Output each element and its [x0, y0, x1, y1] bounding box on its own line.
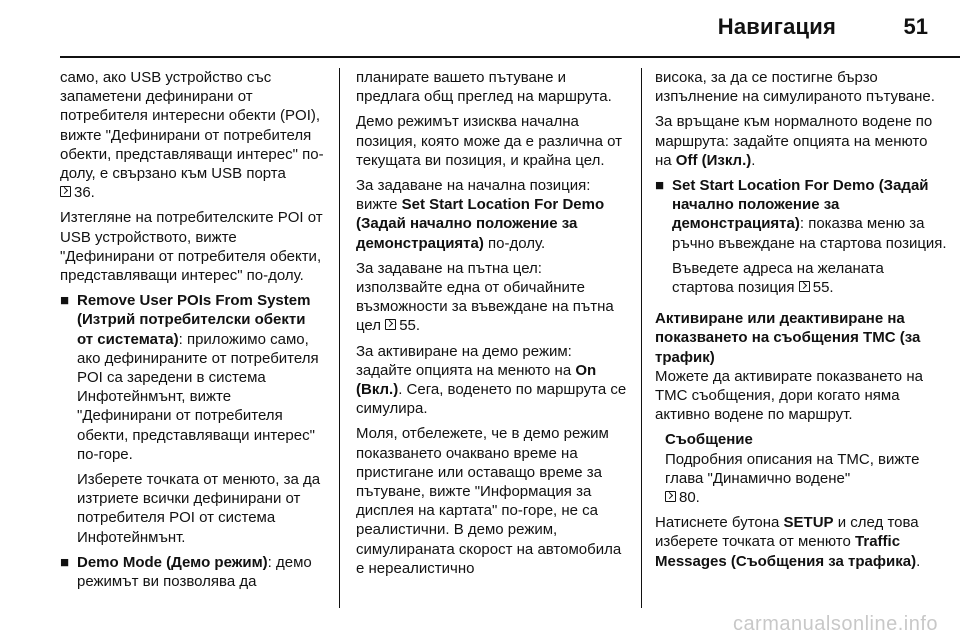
watermark: carmanualsonline.info [732, 613, 938, 635]
paragraph: Изберете точката от менюто, за да изтриете всички дефинирани от потребителя POI от система Инфотейнмънт. [77, 471, 321, 546]
column-2 [356, 68, 628, 584]
paragraph: За връщане към нормалното водене по маршрута: задайте опцията на менюто на Off (Изкл.). [655, 113, 933, 169]
menu-item-name: Set Start Location For Demo (Задай начално положение за демонстрацията) [672, 177, 929, 233]
page-header [0, 0, 960, 60]
menu-item-name: Traffic Messages (Съобщения за трафика) [655, 533, 917, 570]
paragraph: Изтегляне на потребителските POI от USB устройството, вижте "Дефинирани от потребителя обекти, представляващи интерес" по-долу. [60, 209, 323, 285]
paragraph: За задаване на начална позиция: вижте Set Start Location For Demo (Задай начално положение за демонстрацията) по-долу. [356, 177, 605, 252]
button-name: SETUP [783, 514, 834, 532]
paragraph: Натиснете бутона SETUP и след това изберете точката от менюто Traffic Messages (Съобщения за трафика). [655, 514, 921, 570]
paragraph: Моля, отбележете, че в демо режим показването очаквано време на пристигане или оставащо време за пътуване, вижте "Информация за дисплея на картата" по-горе, не са реалистични. В демо режим, симулираната скорост на автомобила е нереалистично [356, 425, 622, 577]
menu-item-name: Demo Mode (Демо режим) [77, 553, 268, 571]
menu-item-name: On (Вкл.) [356, 361, 597, 399]
note-block [655, 430, 947, 507]
page-reference-icon [665, 491, 676, 502]
menu-item-name: Remove User POIs From System (Изтрий потребителски обекти от системата) [77, 292, 311, 348]
paragraph: само, ако USB устройство със запаметени дефинирани от потребителя интересни обекти (POI), вижте "Дефинирани от потребителя обекти, представляващи интерес" по-долу, е свързано към USB порта 36. [60, 69, 324, 202]
page-reference-icon [60, 186, 71, 197]
paragraph: За задаване на пътна цел: използвайте една от обичайните възможности за въвеждане на пътна цел 55. [356, 259, 614, 335]
note-text: Подробния описания на TMC, вижте глава "Динамично водене" 80. [665, 450, 920, 507]
header-divider [60, 56, 960, 58]
page-reference[interactable]: 55. [812, 279, 834, 297]
page-reference[interactable]: 55. [399, 317, 421, 335]
page-reference-icon [799, 281, 810, 292]
column-3 [655, 68, 947, 577]
column-divider [339, 68, 340, 608]
column-divider [641, 68, 642, 608]
section-title: Навигация [717, 14, 836, 39]
paragraph: висока, за да се постигне бързо изпълнение на симулираното пътуване. [655, 69, 935, 106]
bullet-item: ■ Demo Mode (Демо режим): демо режимът ви позволява да [60, 553, 312, 591]
menu-item-name: Off (Изкл.) [675, 151, 752, 169]
section-heading: Активиране или деактивиране на показването на съобщения TMC (за трафик) [655, 310, 921, 366]
page-number: 51 [903, 14, 928, 39]
paragraph: Демо режимът изисква начална позиция, която може да е различна от текущата ви позиция, и крайна цел. [356, 113, 623, 169]
bullet-icon: ■ [60, 553, 70, 571]
paragraph: За активиране на демо режим: задайте опцията на менюто на On (Вкл.). Сега, воденето по маршрута се симулира. [356, 342, 627, 418]
column-1 [60, 68, 325, 597]
note-title: Съобщение [665, 431, 753, 449]
paragraph: Можете да активирате показването на TMC съобщения, дори когато няма активно водене по маршрут. [655, 367, 923, 424]
bullet-icon: ■ [60, 292, 70, 310]
bullet-item: ■ Set Start Location For Demo (Задай начално положение за демонстрацията): показва меню за ръчно въвеждане на стартова позиция. [655, 177, 947, 252]
bullet-icon: ■ [655, 177, 665, 195]
paragraph: планирате вашето пътуване и предлага общ преглед на маршрута. [356, 69, 612, 106]
page-reference[interactable]: 80. [679, 489, 700, 507]
page-reference-icon [385, 319, 396, 330]
paragraph: Въведете адреса на желаната стартова позиция 55. [672, 259, 884, 297]
bullet-item: ■ Remove User POIs From System (Изтрий потребителски обекти от системата): приложимо само, ако дефинираните от потребителя POI са заредени в система Инфотейнмънт, вижте "Дефинирани от потребителя обекти, представляващи интерес" по-горе. [60, 292, 319, 463]
page-reference[interactable]: 36. [74, 184, 95, 202]
menu-item-name: Set Start Location For Demo (Задай начално положение за демонстрацията) [356, 196, 605, 252]
